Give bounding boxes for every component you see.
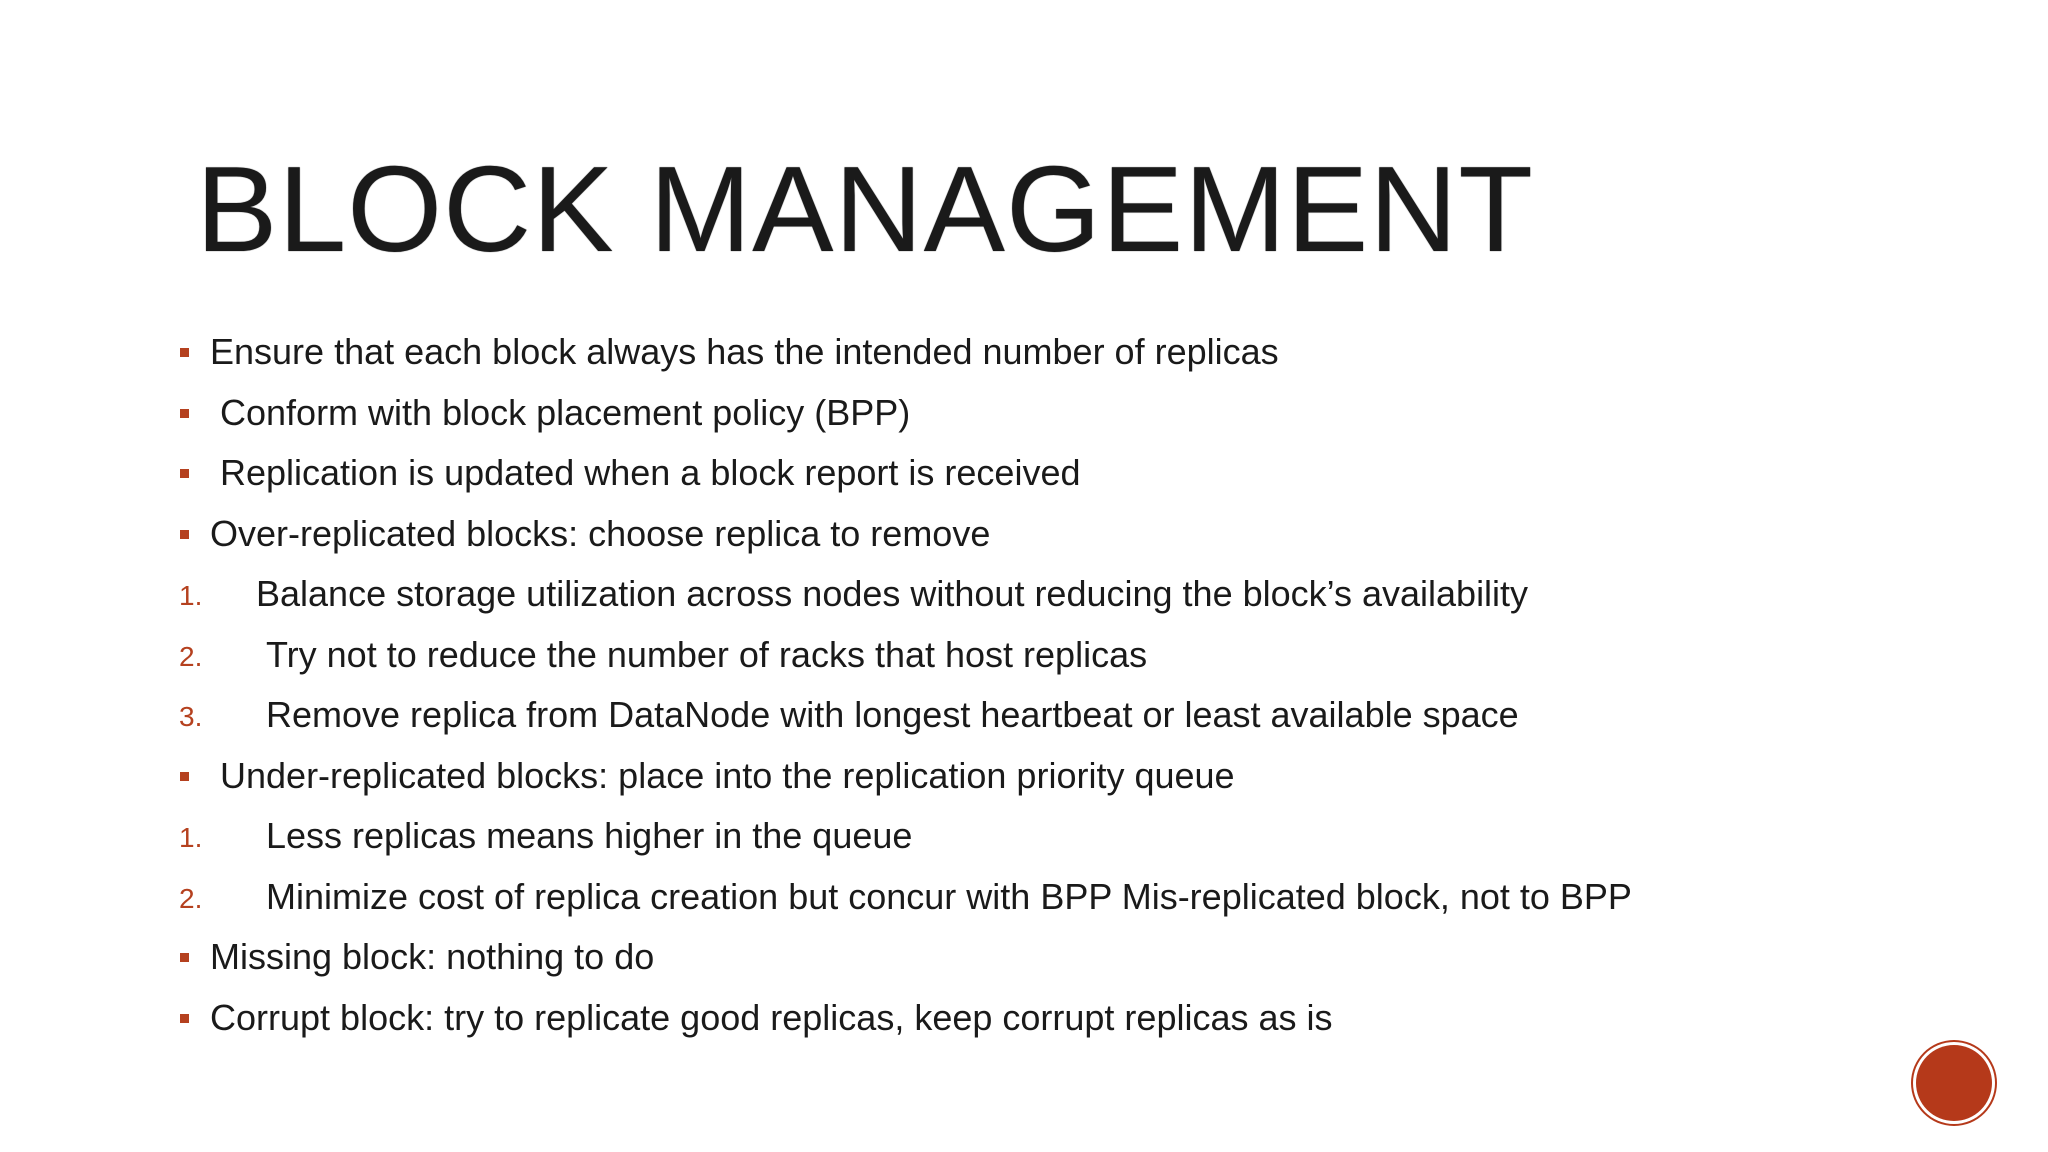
- list-item-text: Missing block: nothing to do: [210, 936, 655, 977]
- list-number: 2.: [179, 882, 203, 914]
- list-item-text: Over-replicated blocks: choose replica to remove: [210, 512, 991, 554]
- bullet-square-icon: [180, 953, 189, 962]
- bullet-square-icon: [180, 530, 189, 539]
- slide-title: BLOCK MANAGEMENT: [196, 141, 1534, 277]
- bullet-square-icon: [180, 469, 189, 478]
- list-item-text: Conform with block placement policy (BPP): [220, 391, 911, 433]
- list-number: 2.: [179, 640, 203, 672]
- list-item-text: Replication is updated when a block report is received: [220, 452, 1081, 493]
- list-item: [176, 685, 1976, 746]
- list-item-text: Remove replica from DataNode with longest heartbeat or least available space: [266, 694, 1519, 735]
- list-item: [176, 746, 1976, 807]
- bullet-square-icon: [180, 1014, 189, 1023]
- list-item: [176, 625, 1976, 686]
- bullet-square-icon: [180, 348, 189, 357]
- list-item-text: Corrupt block: try to replicate good replicas, keep corrupt replicas as is: [210, 996, 1333, 1038]
- list-item: [176, 443, 1976, 504]
- list-item: [176, 927, 1976, 988]
- list-item: [176, 806, 1976, 867]
- list-number: 3.: [179, 701, 203, 732]
- list-item-text: Under-replicated blocks: place into the replication priority queue: [220, 754, 1235, 796]
- bullet-list: [176, 322, 1976, 1048]
- list-item-text: Ensure that each block always has the intended number of replicas: [210, 331, 1279, 372]
- list-item: [176, 383, 1976, 444]
- bullet-square-icon: [180, 772, 189, 781]
- list-item-text: Try not to reduce the number of racks that host replicas: [266, 633, 1148, 675]
- nav-circle-icon[interactable]: [1916, 1045, 1992, 1121]
- list-item: [176, 564, 1976, 625]
- list-item-text: Minimize cost of replica creation but concur with BPP Mis-replicated block, not to BPP: [266, 875, 1632, 917]
- list-item: [176, 988, 1976, 1049]
- list-item: [176, 322, 1976, 383]
- list-item-text: Balance storage utilization across nodes without reducing the block’s availability: [256, 573, 1529, 614]
- list-item-text: Less replicas means higher in the queue: [266, 815, 913, 856]
- list-item: [176, 504, 1976, 565]
- list-number: 1.: [179, 580, 203, 611]
- list-item: [176, 867, 1976, 928]
- bullet-square-icon: [180, 409, 189, 418]
- list-number: 1.: [179, 822, 203, 853]
